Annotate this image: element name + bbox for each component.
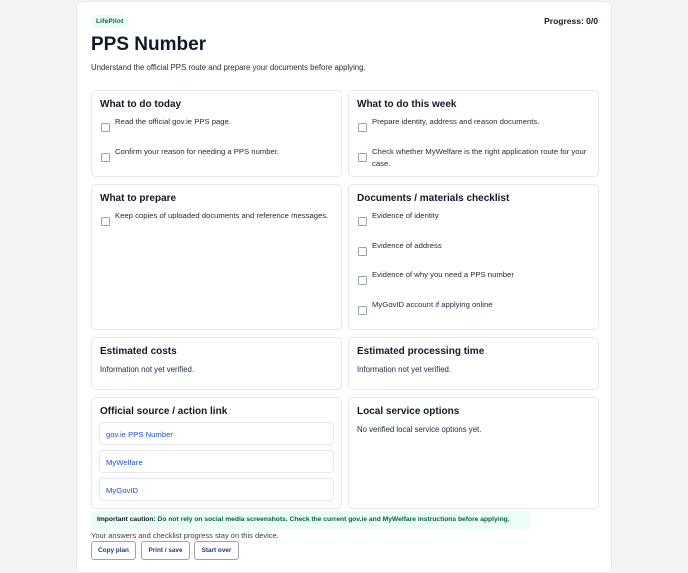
caution-label: Important caution: (97, 516, 156, 523)
week-card (348, 90, 599, 177)
prepare-item-label: Keep copies of uploaded documents and reference messages. (115, 211, 329, 220)
costs-card (91, 337, 342, 390)
processing-text: Information not yet verified. (357, 365, 452, 374)
checkbox[interactable] (358, 247, 367, 256)
checkbox[interactable] (101, 217, 110, 226)
documents-heading: Documents / materials checklist (357, 193, 510, 204)
source-link[interactable]: MyWelfare (106, 458, 143, 467)
source-link[interactable]: gov.ie PPS Number (106, 430, 173, 439)
processing-heading: Estimated processing time (357, 346, 485, 357)
checkbox[interactable] (358, 276, 367, 285)
today-card (91, 90, 342, 177)
processing-card (348, 337, 599, 390)
page-subtitle: Understand the official PPS route and prepare your documents before applying. (91, 63, 366, 72)
caution-text: Do not rely on social media screenshots. Check the current gov.ie and MyWelfare instructions before applying. (155, 516, 510, 523)
source-link-box (99, 422, 334, 445)
checkbox[interactable] (101, 153, 110, 162)
documents-card (348, 184, 599, 330)
print-save-button[interactable]: Print / save (141, 541, 190, 560)
prepare-card (91, 184, 342, 330)
today-item-label: Confirm your reason for needing a PPS number. (115, 147, 280, 156)
document-item-label: Evidence of why you need a PPS number (372, 270, 514, 279)
week-item-label: Prepare identity, address and reason documents. (372, 117, 540, 126)
checkbox[interactable] (358, 217, 367, 226)
local-card (348, 397, 599, 509)
week-item-label: Check whether MyWelfare is the right application route for your case. (372, 147, 587, 168)
local-text: No verified local service options yet. (357, 425, 482, 434)
week-heading: What to do this week (357, 99, 457, 110)
caution-banner (91, 511, 530, 529)
document-item-label: MyGovID account if applying online (372, 300, 493, 309)
brand-badge: LifePilot (91, 15, 128, 28)
checkbox[interactable] (101, 123, 110, 132)
document-item-label: Evidence of address (372, 241, 442, 250)
start-over-button[interactable]: Start over (194, 541, 239, 560)
progress-counter: Progress: 0/0 (544, 16, 598, 26)
document-item-label: Evidence of identity (372, 211, 439, 220)
plan-page (76, 1, 612, 573)
today-item-label: Read the official gov.ie PPS page. (115, 117, 231, 126)
local-heading: Local service options (357, 406, 460, 417)
costs-heading: Estimated costs (100, 346, 177, 357)
storage-note: Your answers and checklist progress stay on this device. (91, 531, 279, 540)
costs-text: Information not yet verified. (100, 365, 195, 374)
sources-heading: Official source / action link (100, 406, 228, 417)
checkbox[interactable] (358, 123, 367, 132)
sources-card (91, 397, 342, 509)
page-title: PPS Number (91, 34, 207, 55)
prepare-heading: What to prepare (100, 193, 177, 204)
today-heading: What to do today (100, 99, 182, 110)
source-link-box (99, 450, 334, 473)
checkbox[interactable] (358, 306, 367, 315)
checkbox[interactable] (358, 153, 367, 162)
copy-plan-button[interactable]: Copy plan (91, 541, 136, 560)
source-link[interactable]: MyGovID (106, 486, 139, 495)
source-link-box (99, 478, 334, 501)
